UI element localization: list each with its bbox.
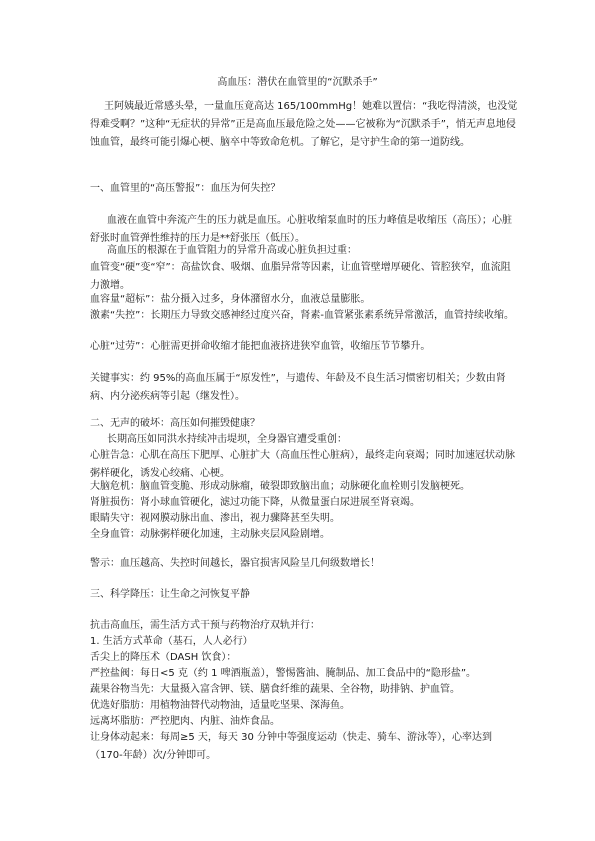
section-3-item-salt: 严控盐阀：每日<5 克（约 1 啤酒瓶盖），警惕酱油、腌制品、加工食品中的“隐形盐”。 [90,668,477,679]
section-1-item-volume: 血容量“超标”：盐分摄入过多，身体潴留水分，血液总量膨胀。 [90,294,371,305]
section-1-item-hormones: 激素“失控”：长期压力导致交感神经过度兴奋，肾素-血管紧张素系统异常激活，血管持续收缩。 [90,310,514,321]
section-1-heading: 一、血管里的“高压警报”：血压为何失控？ [90,183,281,194]
section-2-item-heart: 心脏告急：心肌在高压下肥厚、心脏扩大（高血压性心脏病），最终走向衰竭；同时加速冠状动脉粥样硬化，诱发心绞痛、心梗。 [90,450,515,479]
section-1-paragraph-1: 血液在血管中奔流产生的压力就是血压。心脏收缩泵血时的压力峰值是收缩压（高压）；心脏舒张时血管弹性维持的压力是**舒张压（低压）。 [90,215,512,244]
section-1-key-fact: 关键事实：约 95%的高血压属于“原发性”，与遗传、年龄及不良生活习惯密切相关；少数由肾病、内分泌疾病等引起（继发性）。 [90,373,506,402]
section-3-paragraph-1: 抗击高血压，需生活方式干预与药物治疗双轨并行： [90,620,320,631]
section-1-item-vessels: 血管变“硬”变“窄”：高盐饮食、吸烟、血脂异常等因素，让血管壁增厚硬化、管腔狭窄，血流阻力激增。 [90,262,511,291]
section-2-item-vessels: 全身血管：动脉粥样硬化加速，主动脉夹层风险剧增。 [90,529,330,540]
intro-paragraph: 王阿姨最近常感头晕，一量血压竟高达 165/100mmHg！她难以置信：“我吃得清淡，也没觉得难受啊？”这种“无症状的异常”正是高血压最危险之处——它被称为“沉默杀手”，悄无声息地侵蚀血管，最终可能引爆心梗、脑卒中等致命危机。了解它，是守护生命的第一道防线。 [90,101,518,148]
section-2-item-brain: 大脑危机：脑血管变脆、形成动脉瘤，破裂即致脑出血；动脉硬化血栓则引发脑梗死。 [90,481,470,492]
section-3-item-vegetables: 蔬果谷物当先：大量摄入富含钾、镁、膳食纤维的蔬果、全谷物，助排钠、护血管。 [90,684,460,695]
section-3-item-bad-fat: 远离坏脂肪：严控肥肉、内脏、油炸食品。 [90,716,280,727]
section-1-paragraph-2: 高血压的根源在于血管阻力的异常升高或心脏负担过重： [107,245,357,256]
section-2-item-eyes: 眼睛失守：视网膜动脉出血、渗出，视力骤降甚至失明。 [90,513,340,524]
section-3-item-good-fat: 优选好脂肪：用植物油替代动物油，适量吃坚果、深海鱼。 [90,700,350,711]
section-1-item-heart: 心脏“过劳”：心脏需更拼命收缩才能把血液挤进狭窄血管，收缩压节节攀升。 [90,341,431,352]
section-3-heading: 三、科学降压：让生命之河恢复平静 [90,589,250,600]
section-2-heading: 二、无声的破坏：高压如何摧毁健康？ [90,418,260,429]
section-3-subheading-lifestyle: 1. 生活方式革命（基石，人人必行） [90,636,253,647]
section-3-subheading-dash: 舌尖上的降压术（DASH 饮食）： [90,652,237,663]
section-2-item-kidney: 肾脏损伤：肾小球血管硬化，滤过功能下降，从微量蛋白尿进展至肾衰竭。 [90,497,420,508]
document-title: 高血压：潜伏在血管里的“沉默杀手” [217,77,378,88]
section-2-paragraph-1: 长期高压如同洪水持续冲击堤坝，全身器官遭受重创： [107,434,347,445]
section-3-item-exercise: 让身体动起来：每周≥5 天，每天 30 分钟中等强度运动（快走、骑车、游泳等），心率达到（170-年龄）次/分钟即可。 [90,732,493,761]
section-2-warning: 警示：血压越高、失控时间越长，器官损害风险呈几何级数增长！ [90,558,380,569]
